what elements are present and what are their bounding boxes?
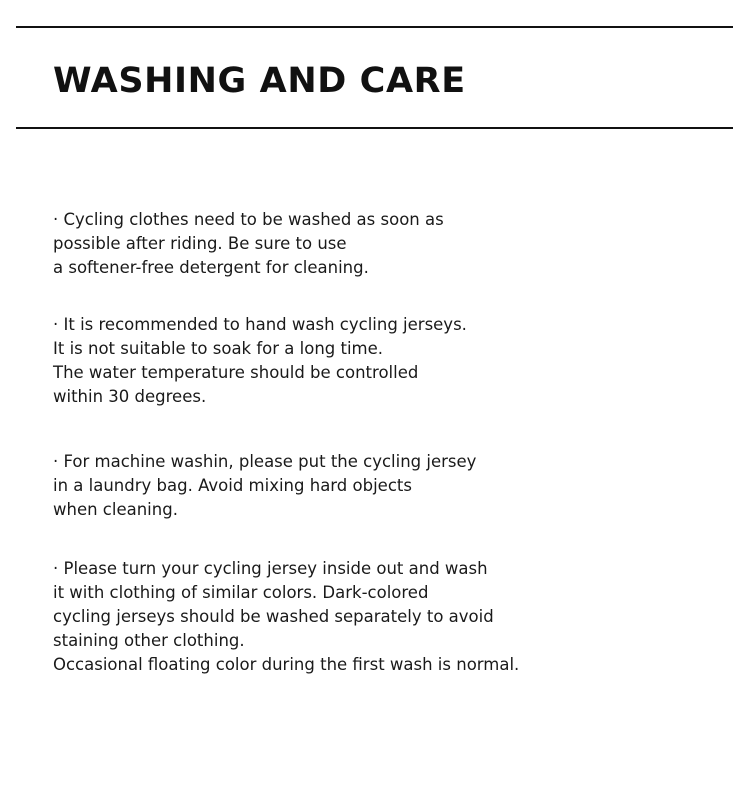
care-paragraph-wash-soon: [53, 208, 444, 280]
paragraph-line: a softener-free detergent for cleaning.: [53, 258, 369, 277]
care-paragraph-inside-out: [53, 557, 519, 677]
paragraph-line: staining other clothing.: [53, 631, 245, 650]
care-paragraph-machine-wash: [53, 450, 476, 522]
paragraph-line: within 30 degrees.: [53, 387, 207, 406]
paragraph-line: it with clothing of similar colors. Dark-colored: [53, 583, 429, 602]
paragraph-line: · Cycling clothes need to be washed as soon as: [53, 210, 444, 229]
paragraph-line: · For machine washin, please put the cycling jersey: [53, 452, 477, 471]
paragraph-line: · It is recommended to hand wash cycling jerseys.: [53, 315, 467, 334]
paragraph-line: · Please turn your cycling jersey inside out and wash: [53, 559, 488, 578]
page-title: WASHING AND CARE: [53, 61, 466, 101]
bottom-divider: [16, 127, 733, 129]
paragraph-line: cycling jerseys should be washed separately to avoid: [53, 607, 494, 626]
paragraph-line: It is not suitable to soak for a long time.: [53, 339, 384, 358]
paragraph-line: Occasional floating color during the first wash is normal.: [53, 655, 520, 674]
paragraph-line: in a laundry bag. Avoid mixing hard objects: [53, 476, 412, 495]
top-divider: [16, 26, 733, 28]
care-paragraph-hand-wash: [53, 313, 467, 409]
paragraph-line: The water temperature should be controlled: [53, 363, 419, 382]
paragraph-line: possible after riding. Be sure to use: [53, 234, 347, 253]
paragraph-line: when cleaning.: [53, 500, 178, 519]
